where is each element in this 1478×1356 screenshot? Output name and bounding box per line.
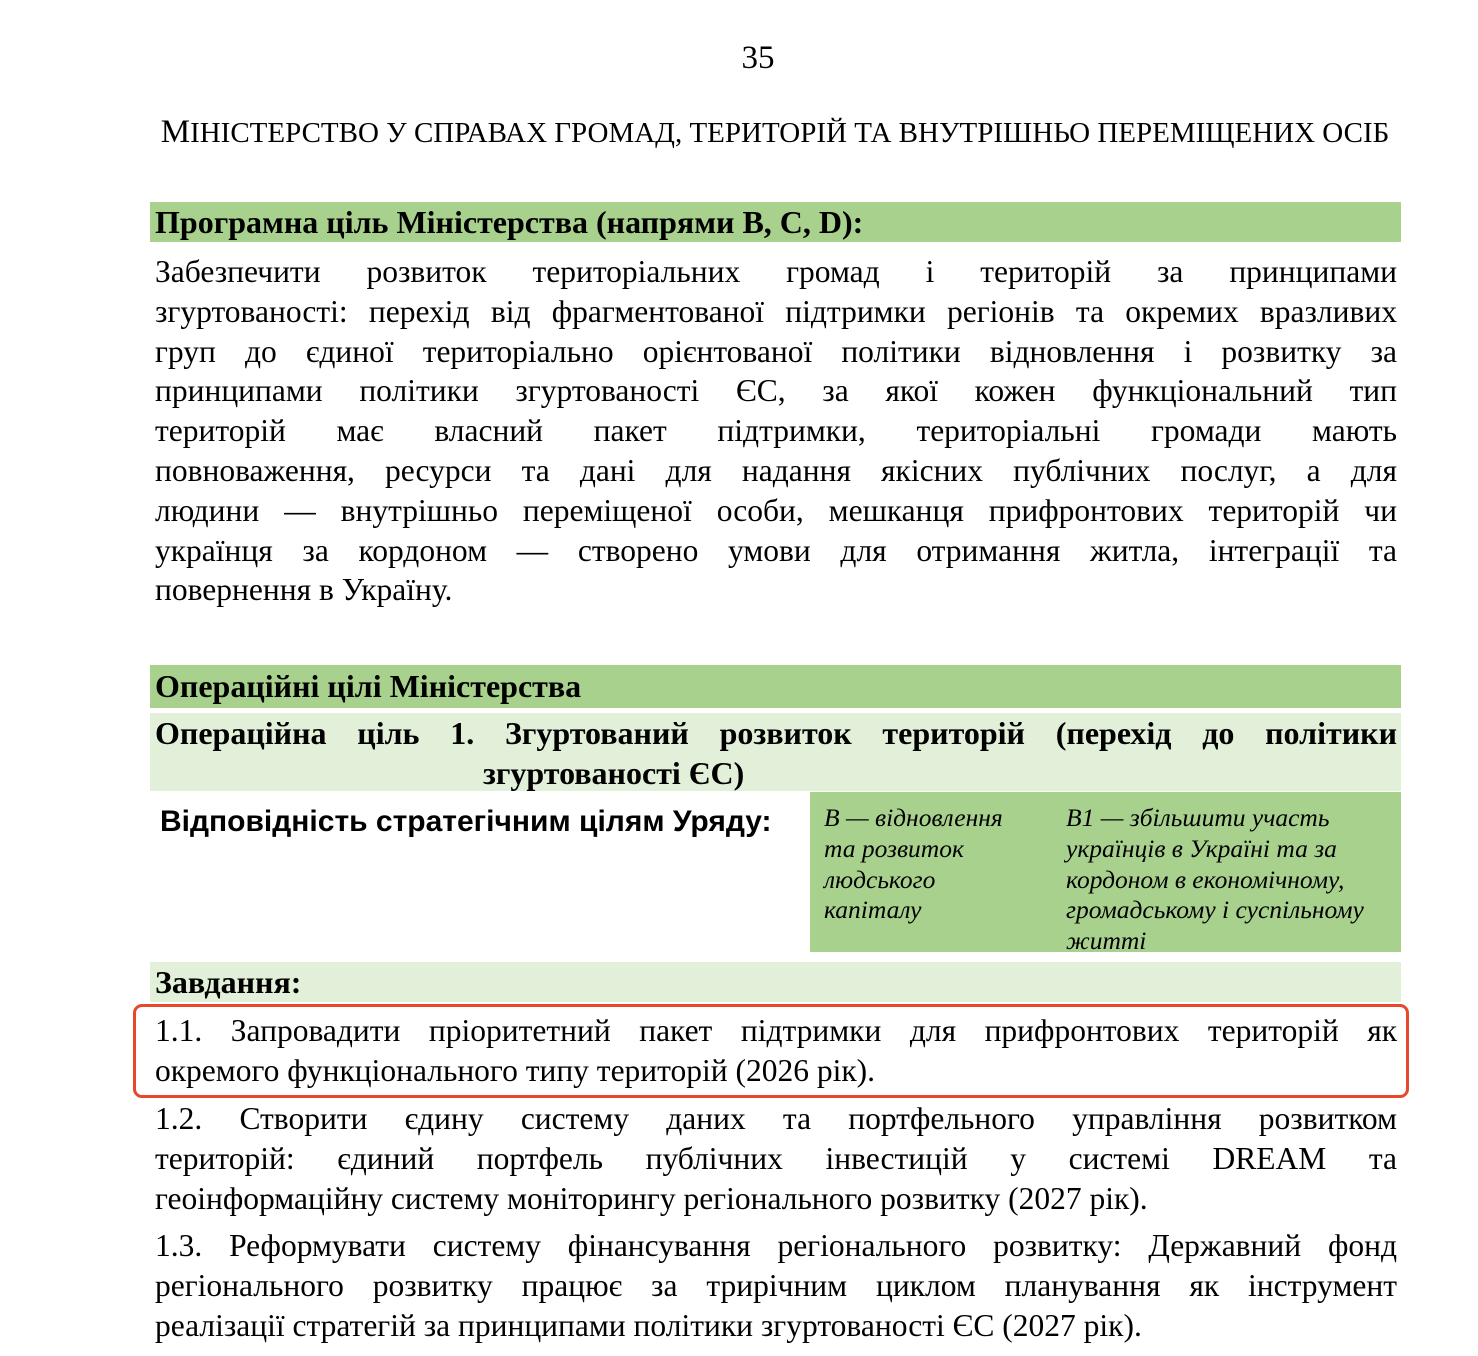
alignment-goal-b — [810, 792, 1050, 952]
program-goal-heading: Програмна ціль Міністерства (напрями B, C, D): — [150, 202, 1401, 242]
program-goal-line: груп до єдиної територіально орієнтованої політики відновлення і розвитку за — [155, 333, 1397, 369]
task-line: реалізації стратегій за принципами політики згуртованості ЄС (2027 рік). — [155, 1308, 1142, 1343]
page-number: 35 — [741, 40, 775, 76]
program-goal-line: українця за кордоном — створено умови для отримання житла, інтеграції та — [155, 532, 1397, 568]
tasks-heading: Завдання: — [150, 962, 1401, 1002]
program-goal-line: людини — внутрішньо переміщеної особи, мешканця прифронтових територій чи — [155, 492, 1397, 528]
government-alignment-label: Відповідність стратегічним цілям Уряду: — [160, 805, 772, 838]
program-goal-text — [155, 252, 1397, 610]
operational-goals-heading: Операційні цілі Міністерства — [150, 665, 1401, 708]
task-line: 1.1. Запровадити пріоритетний пакет підтримки для прифронтових територій як — [155, 1013, 1397, 1048]
task-line: геоінформаційну систему моніторингу регіонального розвитку (2027 рік). — [155, 1181, 1148, 1216]
task-line: 1.2. Створити єдину систему даних та портфельного управління розвитком — [155, 1101, 1397, 1136]
task-line: територій: єдиний портфель публічних інвестицій у системі DREAM та — [155, 1141, 1397, 1176]
program-goal-line: принципами політики згуртованості ЄС, за якої кожен функціональний тип — [155, 373, 1397, 409]
alignment-goal-b-line: та розвиток — [824, 833, 964, 863]
program-goal-line: повноваження, ресурси та дані для надання якісних публічних послуг, а для — [155, 452, 1397, 488]
program-goal-line: повернення в Україну. — [155, 572, 453, 608]
task-line: регіонального розвитку працює за трирічним циклом планування як інструмент — [155, 1268, 1397, 1303]
ministry-title-initial: М — [160, 114, 191, 150]
task-line: окремого функціонального типу територій (2026 рік). — [155, 1053, 876, 1088]
alignment-goal-b-line: людського — [824, 864, 936, 894]
ministry-title-rest: ІНІСТЕРСТВО У СПРАВАХ ГРОМАД, ТЕРИТОРІЙ ТА ВНУТРІШНЬО ПЕРЕМІЩЕНИХ ОСІБ — [190, 117, 1390, 149]
task-item-1-3 — [155, 1226, 1397, 1346]
alignment-goal-b-line: капіталу — [824, 895, 922, 925]
program-goal-line: Забезпечити розвиток територіальних громад і територій за принципами — [155, 254, 1397, 289]
operational-goal-1-line2: згуртованості ЄС) — [483, 755, 745, 791]
program-goal-line: територій має власний пакет підтримки, територіальні громади мають — [155, 413, 1397, 449]
alignment-goal-b1-line: громадському і суспільному — [1066, 895, 1364, 925]
operational-goal-1 — [150, 713, 1401, 791]
task-line: 1.3. Реформувати систему фінансування регіонального розвитку: Державний фонд — [155, 1228, 1397, 1263]
alignment-goal-b1-line: житті — [1066, 926, 1147, 956]
alignment-goal-b1-line: B1 — збільшити участь — [1066, 803, 1330, 832]
alignment-goal-b-line: B — відновлення — [824, 803, 1003, 832]
task-item-1-2 — [155, 1099, 1397, 1219]
program-goal-line: згуртованості: перехід від фрагментованої підтримки регіонів та окремих вразливих — [155, 293, 1397, 329]
alignment-goal-b1-line: кордоном в економічному, — [1066, 864, 1345, 894]
alignment-goal-b1 — [1050, 792, 1401, 956]
ministry-title — [150, 112, 1400, 153]
operational-goal-1-line1: Операційна ціль 1. Згуртований розвиток територій (перехід до політики — [155, 715, 1397, 751]
highlight-box — [133, 1004, 1409, 1098]
alignment-goal-b1-line: українців в Україні та за — [1066, 833, 1337, 863]
